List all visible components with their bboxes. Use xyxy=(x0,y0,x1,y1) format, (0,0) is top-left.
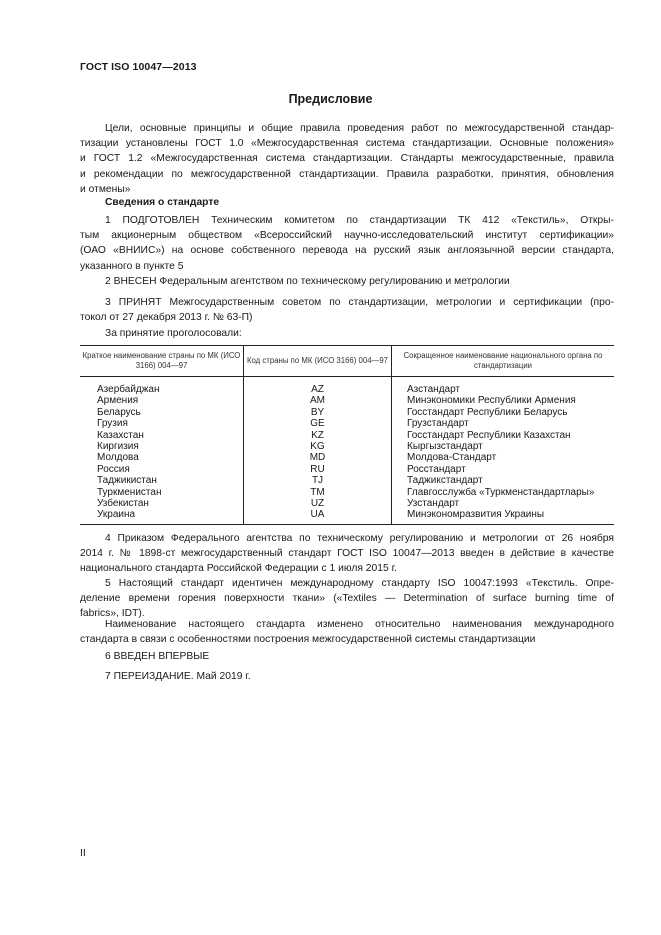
country-name-cell: Беларусь xyxy=(80,407,244,418)
authority-name-cell: Госстандарт Республики Казахстан xyxy=(407,429,571,441)
country-name-cell: Киргизия xyxy=(80,441,244,452)
item-3-paragraph xyxy=(80,295,614,325)
table-body xyxy=(80,377,614,525)
country-name-cell: Молдова xyxy=(80,452,244,463)
intro-line: и ГОСТ 1.2 «Межгосударственная система стандартизации. Стандарты межгосударственные, правила xyxy=(80,153,614,165)
intro-line: и рекомендации по межгосударственной стандартизации. Правила разработки, принятия, обновления xyxy=(80,168,614,180)
country-code-cell: RU xyxy=(244,464,392,475)
intro-paragraph xyxy=(80,121,614,197)
country-name-cell: Узбекистан xyxy=(80,498,244,509)
country-code-cell: UZ xyxy=(244,498,392,509)
item-5-note-paragraph xyxy=(80,617,614,647)
item-5-note-line: Наименование настоящего стандарта изменено относительно наименования международного xyxy=(105,619,614,630)
table-row xyxy=(80,395,614,406)
country-code-cell: KG xyxy=(244,441,392,452)
item-3-line: 3 ПРИНЯТ Межгосударственным советом по стандартизации, метрологии и сертификации (про- xyxy=(105,297,614,308)
intro-line: Цели, основные принципы и общие правила проведения работ по межгосударственной стандар- xyxy=(105,123,614,134)
authority-name-cell: Молдова-Стандарт xyxy=(407,452,497,464)
country-code-cell: MD xyxy=(244,452,392,463)
intro-line: и отмены» xyxy=(80,183,131,195)
item-7-line: 7 ПЕРЕИЗДАНИЕ. Май 2019 г. xyxy=(105,671,251,682)
table-row xyxy=(80,475,614,486)
item-4-line: 2014 г. № 1898-ст межгосударственный стандарт ГОСТ ISO 10047—2013 введен в действие в качестве xyxy=(80,548,614,560)
country-code-cell: TJ xyxy=(244,475,392,486)
table-row xyxy=(80,441,614,452)
item-1-line: указанного в пункте 5 xyxy=(80,260,184,272)
item-6-paragraph xyxy=(80,649,614,664)
item-1-line: (ОАО «ВНИИС») на основе собственного перевода на русский язык англоязычной версии стандарта, xyxy=(80,245,614,257)
page-number: II xyxy=(80,847,86,859)
authority-name-cell: Кыргызстандарт xyxy=(407,441,483,453)
item-4-line: национального стандарта Российской Федерации с 1 июля 2015 г. xyxy=(80,563,397,575)
table-row xyxy=(80,377,614,396)
authority-name-cell: Азстандарт xyxy=(407,384,461,395)
column-header-country: Краткое наименование страны по МК (ИСО 3166) 004—97 xyxy=(80,346,244,377)
authority-name-cell: Росстандарт xyxy=(407,463,466,475)
item-1-line: 1 ПОДГОТОВЛЕН Техническим комитетом по стандартизации ТК 412 «Текстиль», Откры- xyxy=(105,215,614,226)
item-1-line: тым акционерным обществом «Всероссийский научно-исследовательский институт сертификации» xyxy=(80,230,614,242)
table-row xyxy=(80,452,614,463)
item-3-line: токол от 27 декабря 2013 г. № 63-П) xyxy=(80,312,253,324)
voting-countries-table xyxy=(80,345,614,525)
authority-name-cell: Главгосслужба «Туркменстандартлары» xyxy=(407,486,595,498)
vote-intro-paragraph xyxy=(80,326,614,341)
country-name-cell: Армения xyxy=(80,395,244,406)
authority-name-cell: Госстандарт Республики Беларусь xyxy=(407,406,568,418)
item-7-paragraph xyxy=(80,669,614,684)
table-header-row xyxy=(80,346,614,377)
table-row xyxy=(80,498,614,509)
country-code-cell: AM xyxy=(244,395,392,406)
country-code-cell: BY xyxy=(244,407,392,418)
item-4-paragraph xyxy=(80,531,614,577)
country-code-cell: KZ xyxy=(244,430,392,441)
authority-name-cell: Таджикстандарт xyxy=(407,475,483,487)
authority-name-cell: Узстандарт xyxy=(407,498,460,510)
table-row xyxy=(80,430,614,441)
authority-name-cell: Грузстандарт xyxy=(407,418,469,430)
item-5-line: деление времени горения поверхности ткани» («Textiles — Determination of surface burning time of xyxy=(80,593,614,605)
item-5-paragraph xyxy=(80,576,614,622)
document-id-header: ГОСТ ISO 10047—2013 xyxy=(80,61,197,73)
page-title: Предисловие xyxy=(288,92,373,106)
country-code-cell: TM xyxy=(244,487,392,498)
section-heading: Сведения о стандарте xyxy=(105,197,220,208)
vote-intro-line: За принятие проголосовали: xyxy=(105,328,242,339)
table-row xyxy=(80,407,614,418)
item-5-note-line: стандарта в связи с особенностями построения межгосударственной системы стандартизации xyxy=(80,634,536,646)
item-5-line: fabrics», IDT). xyxy=(80,608,145,620)
authority-name-cell: Минэкономики Республики Армения xyxy=(407,395,576,407)
intro-line: тизации установлены ГОСТ 1.0 «Межгосударственная система стандартизации. Основные положения» xyxy=(80,138,614,150)
table-row xyxy=(80,487,614,498)
item-2-line: 2 ВНЕСЕН Федеральным агентством по техническому регулированию и метрологии xyxy=(105,276,510,287)
table-row xyxy=(80,509,614,524)
country-code-cell: UA xyxy=(244,509,392,524)
item-5-line: 5 Настоящий стандарт идентичен международному стандарту ISO 10047:1993 «Текстиль. Опре- xyxy=(105,578,614,589)
item-2-paragraph xyxy=(80,274,614,289)
item-4-line: 4 Приказом Федерального агентства по техническому регулированию и метрологии от 26 ноября xyxy=(105,533,614,544)
country-name-cell: Украина xyxy=(80,509,244,524)
table-row xyxy=(80,464,614,475)
column-header-authority: Сокращенное наименование национального органа по стандартизации xyxy=(392,346,615,377)
item-6-line: 6 ВВЕДЕН ВПЕРВЫЕ xyxy=(105,651,210,662)
country-name-cell: Россия xyxy=(80,464,244,475)
column-header-code: Код страны по МК (ИСО 3166) 004—97 xyxy=(244,346,392,377)
country-name-cell: Казахстан xyxy=(80,430,244,441)
item-1-paragraph xyxy=(80,213,614,274)
country-code-cell: GE xyxy=(244,418,392,429)
country-code-cell: AZ xyxy=(244,377,392,396)
country-name-cell: Таджикистан xyxy=(80,475,244,486)
country-name-cell: Туркменистан xyxy=(80,487,244,498)
authority-name-cell: Минэкономразвития Украины xyxy=(392,509,615,524)
country-name-cell: Азербайджан xyxy=(80,377,244,396)
country-name-cell: Грузия xyxy=(80,418,244,429)
table-row xyxy=(80,418,614,429)
